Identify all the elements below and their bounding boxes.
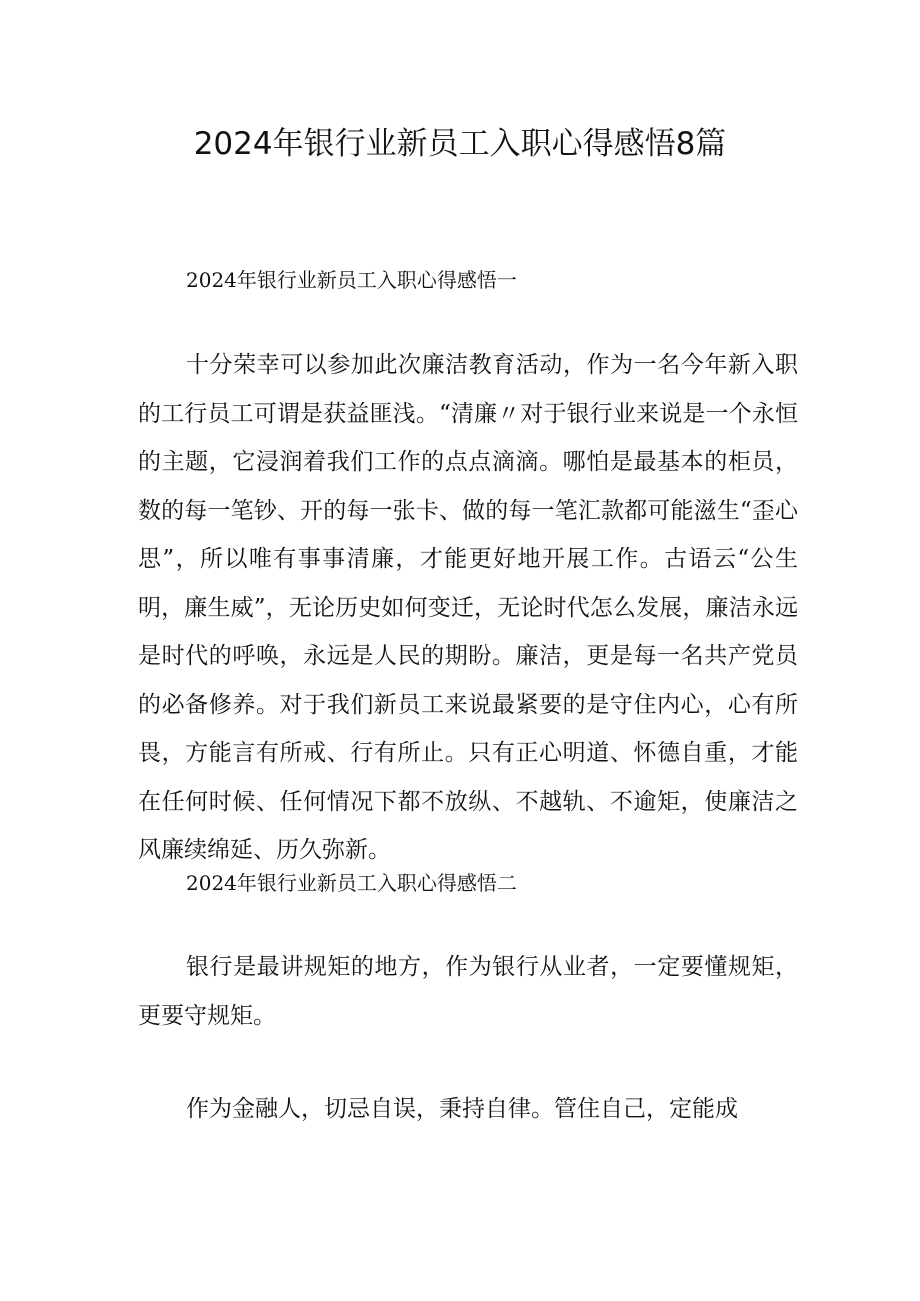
section-2-paragraph-1: 银行是最讲规矩的地方，作为银行从业者，一定要懂规矩，更要守规矩。: [138, 954, 798, 1029]
section-1-paragraph-1: 十分荣幸可以参加此次廉洁教育活动，作为一名今年新入职的工行员工可谓是获益匪浅。“清廉〃对于银行业来说是一个永恒的主题，它浸润着我们工作的点点滴滴。哪怕是最基本的柜员，数的每一笔钞、开的每一张卡、做的每一笔汇款都可能滋生“歪心思”，所以唯有事事清廉，才能更好地开展工作。古语云“公生明，廉生威”，无论历史如何变迁，无论时代怎么发展，廉洁永远是时代的呼唤，永远是人民的期盼。廉洁，更是每一名共产党员的必备修养。对于我们新员工来说最紧要的是守住内心，心有所畏，方能言有所戒、行有所止。只有正心明道、怀德自重，才能在任何时候、任何情况下都不放纵、不越轨、不逾矩，使廉洁之风廉续绵延、历久弥新。: [138, 352, 798, 863]
section-2-paragraph-2: 作为金融人，切忌自误，秉持自律。管住自己，定能成: [186, 1096, 738, 1122]
section-heading-2: 2024年银行业新员工入职心得感悟二: [186, 871, 517, 895]
document-title: 2024年银行业新员工入职心得感悟8篇: [193, 126, 727, 162]
section-heading-1: 2024年银行业新员工入职心得感悟一: [186, 268, 517, 292]
